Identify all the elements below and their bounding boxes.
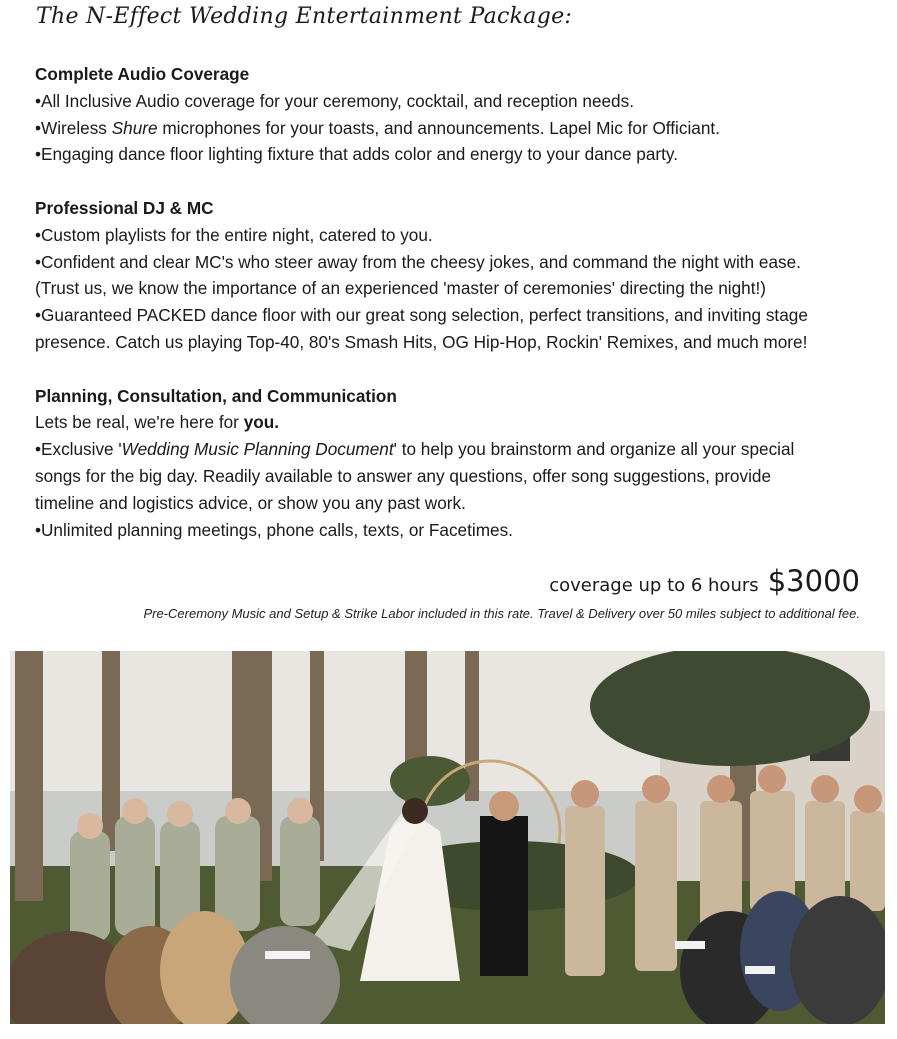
dj-section (35, 195, 865, 356)
dj-line-3: (Trust us, we know the importance of an experienced 'master of ceremonies' directing the night!) (35, 278, 767, 299)
audio-line-3: •Engaging dance floor lighting fixture that adds color and energy to your dance party. (35, 144, 678, 165)
officiant-head (489, 791, 519, 821)
dj-line-2: •Confident and clear MC's who steer away from the cheesy jokes, and command the night with ease. (35, 251, 801, 272)
planning-line-3: timeline and logistics advice, or show you any past work. (35, 492, 466, 513)
planning-heading: Planning, Consultation, and Communication (35, 385, 397, 406)
officiant (480, 816, 528, 976)
planning-line-1-post: ' to help you brainstorm and organize all your special (393, 439, 795, 460)
price-block (549, 564, 860, 598)
audio-line-2 (35, 115, 865, 142)
coverage-label: coverage up to 6 hours (549, 575, 759, 596)
audio-line-2-post: microphones for your toasts, and announcements. Lapel Mic for Officiant. (157, 117, 720, 138)
price-note: Pre-Ceremony Music and Setup & Strike Labor included in this rate. Travel & Delivery over 50 miles subject to additional fee. (143, 606, 860, 621)
planning-intro-pre: Lets be real, we're here for (35, 412, 244, 433)
page-title: The N-Effect Wedding Entertainment Package: (36, 4, 573, 29)
package-details (35, 61, 865, 543)
audio-line-1: •All Inclusive Audio coverage for your ceremony, cocktail, and reception needs. (35, 90, 634, 111)
wedding-ceremony-photo (10, 651, 885, 1024)
dj-line-5: presence. Catch us playing Top-40, 80's Smash Hits, OG Hip-Hop, Rockin' Remixes, and much more! (35, 331, 808, 352)
dj-heading: Professional DJ & MC (35, 197, 214, 218)
planning-section (35, 383, 865, 544)
ceremony-illustration (10, 651, 885, 1024)
planning-line-2: songs for the big day. Readily available to answer any questions, offer song suggestions, provide (35, 465, 772, 486)
audio-section (35, 61, 865, 168)
planning-line-1-pre: •Exclusive ' (35, 439, 122, 460)
audio-heading: Complete Audio Coverage (35, 64, 250, 84)
planning-intro-bold: you. (243, 412, 280, 433)
audio-line-2-pre: •Wireless (35, 117, 112, 138)
planning-intro (35, 409, 865, 436)
dj-line-4: •Guaranteed PACKED dance floor with our great song selection, perfect transitions, and inviting stage (35, 305, 808, 326)
planning-line-4: •Unlimited planning meetings, phone calls, texts, or Facetimes. (35, 519, 513, 540)
shure-brand: Shure (111, 117, 158, 138)
palm-fronds (590, 651, 870, 766)
planning-document-name: Wedding Music Planning Document (121, 439, 394, 460)
dj-line-1: •Custom playlists for the entire night, catered to you. (35, 224, 433, 245)
floral-arch-greenery (390, 756, 470, 806)
price-amount: $3000 (767, 564, 860, 598)
bride-head (402, 798, 428, 824)
planning-line-1 (35, 436, 865, 463)
